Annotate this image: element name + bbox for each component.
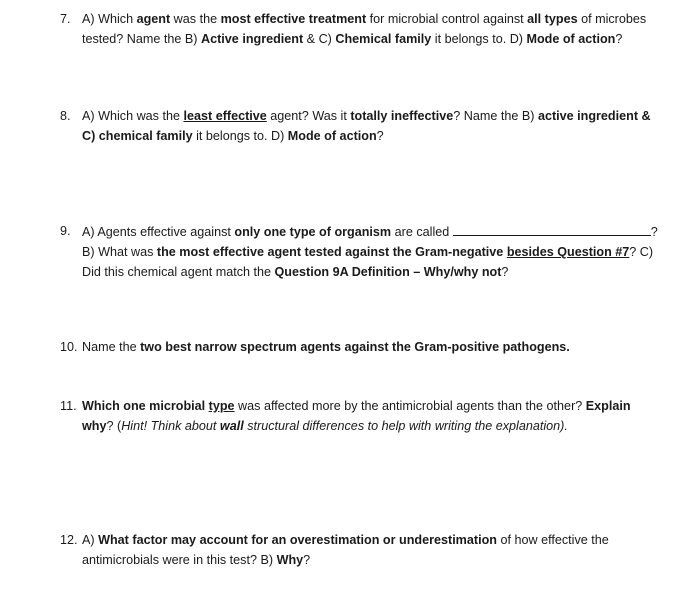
question-number: 12.: [60, 533, 78, 547]
question-text: Which one microbial type was affected more by the antimicrobial agents than the other? Explain why? (Hint! Think about wall structural differences to help with writing the explanation).: [82, 399, 631, 433]
answer-blank[interactable]: [453, 221, 651, 236]
question-7: [60, 9, 660, 49]
question-text: A) Which agent was the most effective treatment for microbial control against all types of microbes tested? Name the B) Active ingredient & C) Chemical family it belongs to. D) Mode of action?: [82, 12, 647, 46]
question-text: A) Which was the least effective agent? Was it totally ineffective? Name the B) active ingredient & C) chemical family it belongs to. D) Mode of action?: [82, 109, 651, 143]
question-10: [60, 337, 660, 357]
question-number: 10.: [60, 340, 78, 354]
question-number: 11.: [60, 399, 77, 413]
question-11: [60, 396, 660, 436]
question-number: 7.: [60, 12, 71, 26]
question-text: A) What factor may account for an overestimation or underestimation of how effective the antimicrobials were in this test? B) Why?: [82, 533, 609, 567]
question-text: A) Agents effective against only one type of organism are called ? B) What was the most effective agent tested against the Gram-negative besides Question #7? C) Did this chemical agent match the Question 9A Definition – Why/why not?: [82, 221, 660, 282]
question-12: [60, 530, 660, 570]
question-number: 9.: [60, 224, 71, 238]
question-text: Name the two best narrow spectrum agents against the Gram-positive pathogens.: [82, 340, 570, 354]
question-number: 8.: [60, 109, 71, 123]
question-9: [60, 221, 660, 282]
question-8: [60, 106, 660, 146]
